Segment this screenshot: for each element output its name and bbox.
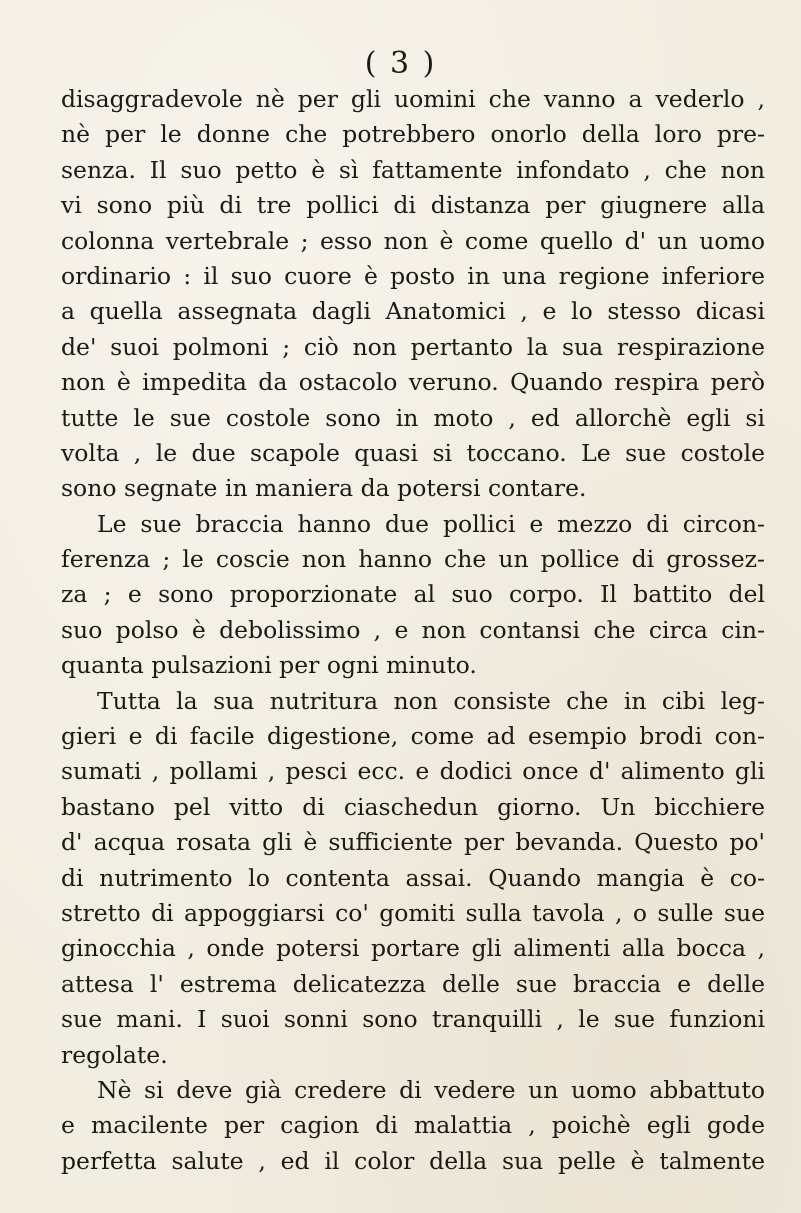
text-line: ginocchia , onde potersi portare gli alimenti alla bocca , bbox=[61, 934, 765, 963]
text-line: Tutta la sua nutritura non consiste che in cibi leg- bbox=[97, 686, 765, 715]
text-line: perfetta salute , ed il color della sua pelle è talmente bbox=[61, 1146, 765, 1175]
text-line: e macilente per cagion di malattia , poichè egli gode bbox=[61, 1111, 765, 1140]
text-line: d' acqua rosata gli è sufficiente per bevanda. Questo po' bbox=[61, 828, 765, 857]
text-line: vi sono più di tre pollici di distanza per giugnere alla bbox=[61, 191, 765, 220]
text-line: disaggradevole nè per gli uomini che vanno a vederlo , bbox=[61, 85, 765, 113]
text-line: Nè si deve già credere di vedere un uomo abbattuto bbox=[97, 1075, 765, 1104]
text-line: senza. Il suo petto è sì fattamente infondato , che non bbox=[61, 155, 765, 184]
text-line: volta , le due scapole quasi si toccano. Le sue costole bbox=[61, 438, 765, 467]
text-line: de' suoi polmoni ; ciò non pertanto la sua respirazione bbox=[61, 332, 765, 361]
text-line: suo polso è debolissimo , e non contansi che circa cin- bbox=[61, 615, 765, 644]
text-line: quanta pulsazioni per ogni minuto. bbox=[61, 651, 477, 680]
text-line: gieri e di facile digestione, come ad esempio brodi con- bbox=[61, 722, 765, 751]
text-line: ferenza ; le coscie non hanno che un pollice di grossez- bbox=[61, 545, 765, 574]
text-line: ordinario : il suo cuore è posto in una regione inferiore bbox=[61, 261, 765, 290]
text-line: tutte le sue costole sono in moto , ed allorchè egli si bbox=[61, 403, 765, 432]
text-line: attesa l' estrema delicatezza delle sue braccia e delle bbox=[61, 969, 765, 998]
body-text bbox=[61, 82, 765, 1179]
text-line: regolate. bbox=[61, 1040, 168, 1069]
text-line: colonna vertebrale ; esso non è come quello d' un uomo bbox=[61, 226, 765, 255]
text-line: a quella assegnata dagli Anatomici , e lo stesso dicasi bbox=[61, 297, 765, 326]
text-line: Le sue braccia hanno due pollici e mezzo di circon- bbox=[97, 509, 765, 538]
text-line: non è impedita da ostacolo veruno. Quando respira però bbox=[61, 368, 765, 397]
text-line: sue mani. I suoi sonni sono tranquilli , le sue funzioni bbox=[61, 1005, 765, 1034]
text-line: sumati , pollami , pesci ecc. e dodici once d' alimento gli bbox=[61, 757, 765, 786]
text-line: sono segnate in maniera da potersi contare. bbox=[61, 474, 587, 503]
page-number: ( 3 ) bbox=[364, 46, 437, 81]
text-line: di nutrimento lo contenta assai. Quando mangia è co- bbox=[61, 863, 765, 892]
text-line: za ; e sono proporzionate al suo corpo. Il battito del bbox=[61, 580, 765, 609]
text-line: nè per le donne che potrebbero onorlo della loro pre- bbox=[61, 120, 765, 149]
text-line: bastano pel vitto di ciaschedun giorno. Un bicchiere bbox=[61, 792, 765, 821]
text-line: stretto di appoggiarsi co' gomiti sulla tavola , o sulle sue bbox=[61, 898, 765, 927]
